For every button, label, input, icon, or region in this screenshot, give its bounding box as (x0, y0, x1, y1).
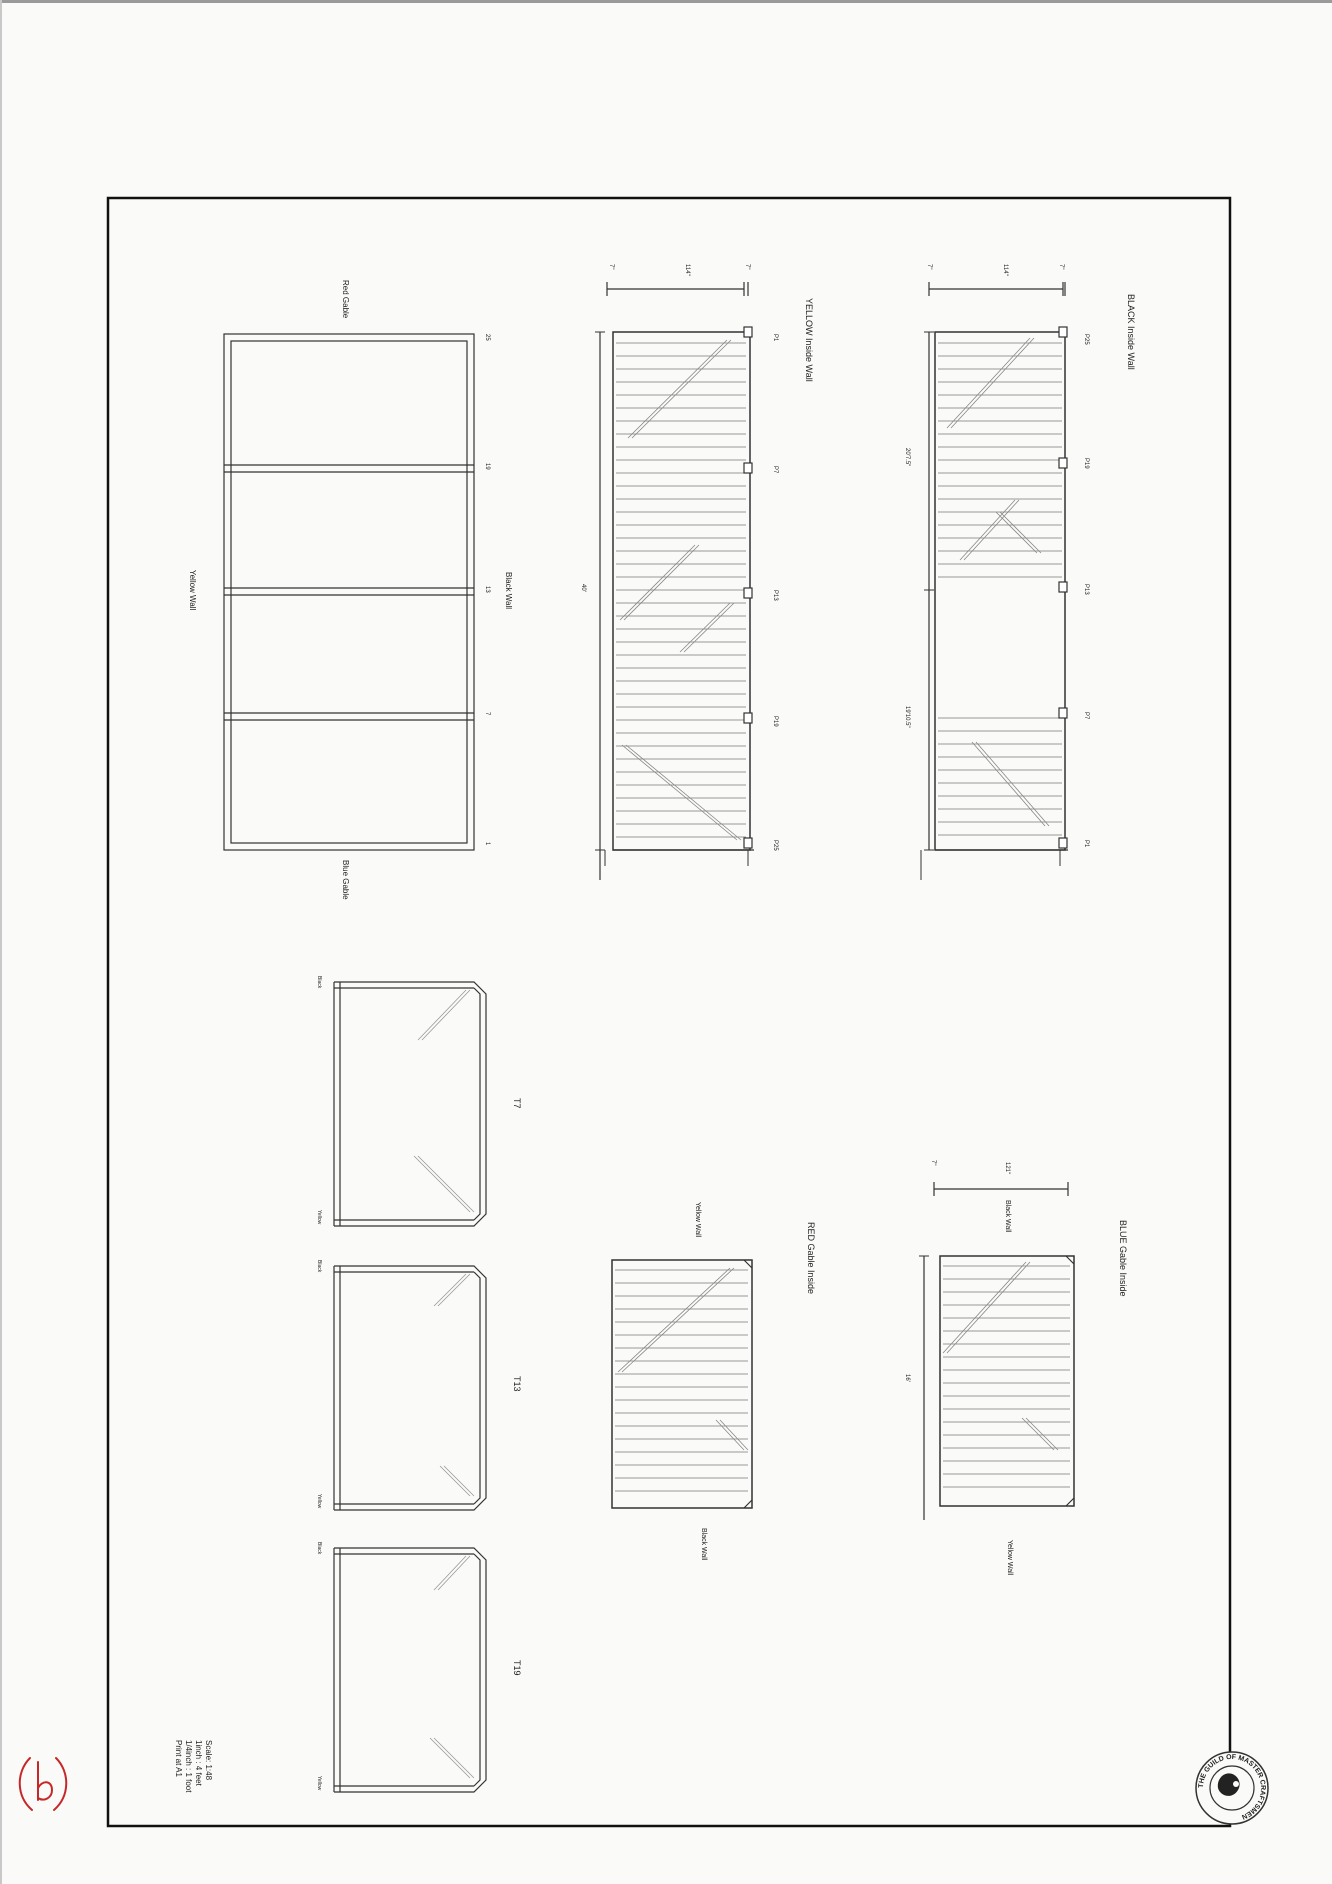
plan-right-label: Black Wall (504, 572, 513, 610)
red-gable-top-label: Yellow Wall (694, 1202, 701, 1238)
truss-name: T19 (512, 1660, 522, 1676)
plan-post-number: 25 (484, 334, 490, 341)
yellow-inside-wall-elevation (580, 264, 814, 880)
plan-post-number: 13 (484, 586, 490, 593)
blue-gable-bottom-label: Yellow Wall (1006, 1540, 1013, 1576)
yellow-post-label: P19 (772, 716, 778, 727)
scale-line-4: Print at A1 (174, 1740, 183, 1777)
sheet-border (108, 198, 1230, 1826)
black-inside-wall-elevation (904, 264, 1136, 880)
truss-name: T13 (512, 1376, 522, 1392)
blue-gable-dim-height: 121" (1004, 1162, 1010, 1175)
blue-gable-dim-span: 16' (904, 1374, 910, 1382)
yellow-post-label: P1 (772, 334, 778, 342)
yellow-dim-length: 40' (580, 584, 586, 592)
guild-seal-icon (1196, 1752, 1268, 1824)
scale-note (174, 1740, 213, 1793)
blue-gable-title: BLUE Gable Inside (1118, 1220, 1128, 1297)
scale-line-1: Scale: 1:48 (204, 1740, 213, 1781)
black-inside-wall-title: BLACK Inside Wall (1126, 294, 1136, 370)
black-dim-span-b: 19'10.5" (904, 706, 910, 728)
yellow-post-label: P7 (772, 466, 778, 474)
truss-top-label: Black (316, 1542, 322, 1555)
scale-line-3: 1/4inch : 1 foot (184, 1740, 193, 1793)
truss-bottom-label: Yellow (316, 1776, 322, 1791)
truss-t7 (334, 982, 486, 1226)
yellow-post-label: P13 (772, 590, 778, 601)
handwritten-mark (8, 1748, 78, 1818)
blue-gable-top-label: Black Wall (1004, 1200, 1011, 1233)
truss-top-label: Black (316, 976, 322, 989)
plan-left-label: Yellow Wall (188, 570, 197, 611)
blue-gable-dim-small: 7" (930, 1160, 936, 1166)
yellow-dim-small-2: 7" (608, 264, 614, 270)
truss-t13 (334, 1266, 486, 1510)
plan-post-number: 19 (484, 463, 490, 470)
truss-name: T7 (512, 1098, 522, 1109)
black-post-label: P13 (1083, 584, 1089, 595)
black-post-label: P1 (1083, 840, 1089, 848)
truss-t19 (334, 1548, 486, 1792)
black-post-label: P7 (1083, 712, 1089, 720)
black-dim-small-1: 7" (1058, 264, 1064, 270)
plan-bottom-label: Blue Gable (341, 860, 350, 900)
truss-bottom-label: Yellow (316, 1494, 322, 1509)
black-dim-small-2: 7" (926, 264, 932, 270)
truss-top-label: Black (316, 1260, 322, 1273)
yellow-dim-height: 114" (684, 264, 690, 276)
black-post-label: P25 (1083, 334, 1089, 345)
red-gable-bottom-label: Black Wall (700, 1528, 707, 1561)
plan-post-number: 7 (484, 712, 490, 716)
yellow-dim-small-1: 7" (744, 264, 750, 270)
scale-line-2: 1inch : 4 feet (194, 1740, 203, 1786)
blue-gable-inside-elevation (904, 1160, 1128, 1576)
yellow-inside-wall-title: YELLOW Inside Wall (804, 298, 814, 382)
black-post-label: P19 (1083, 458, 1089, 469)
red-gable-title: RED Gable Inside (806, 1222, 816, 1295)
truss-bottom-label: Yellow (316, 1210, 322, 1225)
yellow-post-label: P25 (772, 840, 778, 851)
black-dim-span-a: 20'7.5" (904, 448, 910, 467)
guild-seal-text: THE GUILD OF MASTER CRAFTSMEN (1197, 1753, 1267, 1821)
red-gable-inside-elevation (612, 1202, 816, 1561)
black-dim-height: 114" (1002, 264, 1008, 276)
plan-view (188, 280, 513, 900)
plan-post-number: 1 (484, 842, 490, 846)
plan-top-label: Red Gable (341, 280, 350, 319)
